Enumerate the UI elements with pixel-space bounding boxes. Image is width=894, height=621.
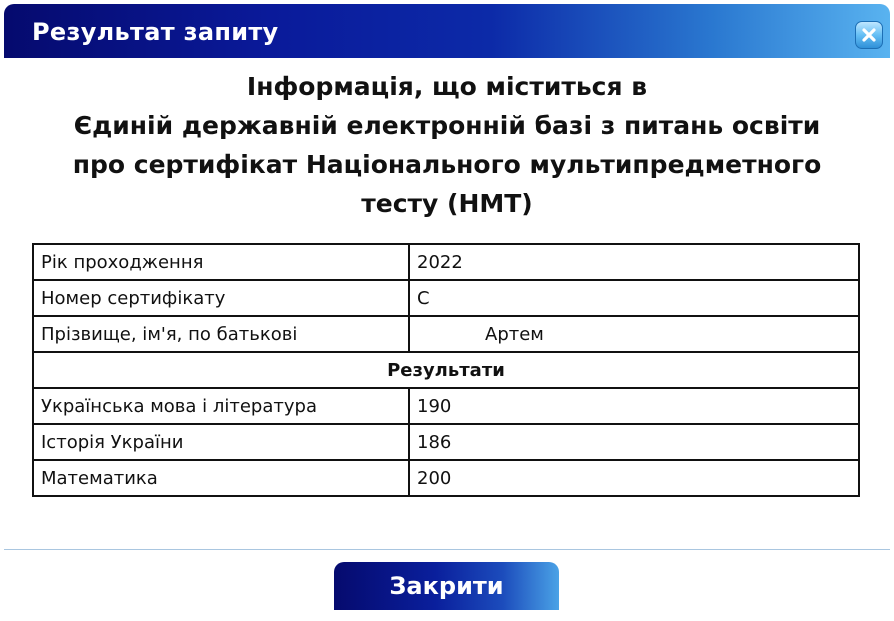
dialog-title: Результат запиту bbox=[32, 18, 279, 46]
heading-line-1: Інформація, що міститься в bbox=[246, 72, 648, 101]
certificate-number-label: Номер сертифікату bbox=[33, 280, 409, 316]
certificate-table bbox=[32, 243, 860, 497]
table-row-result bbox=[33, 424, 859, 460]
subject-ukrainian-label: Українська мова і література bbox=[33, 388, 409, 424]
table-row-full-name bbox=[33, 316, 859, 352]
full-name-value: Артем bbox=[409, 316, 859, 352]
subject-history-label: Історія України bbox=[33, 424, 409, 460]
subject-math-score: 200 bbox=[409, 460, 859, 496]
full-name-label: Прізвище, ім'я, по батькові bbox=[33, 316, 409, 352]
close-icon bbox=[862, 28, 876, 42]
year-label: Рік проходження bbox=[33, 244, 409, 280]
heading-line-3: про сертифікат Національного мультипредметного bbox=[72, 150, 822, 179]
info-heading bbox=[0, 67, 894, 223]
subject-ukrainian-score: 190 bbox=[409, 388, 859, 424]
close-dialog-button[interactable]: Закрити bbox=[334, 562, 559, 610]
heading-line-4: тесту (НМТ) bbox=[361, 189, 533, 218]
heading-line-2: Єдиній державній електронній базі з питань освіти bbox=[73, 111, 821, 140]
table-row-result bbox=[33, 388, 859, 424]
subject-history-score: 186 bbox=[409, 424, 859, 460]
results-section-title: Результати bbox=[33, 352, 859, 388]
year-value: 2022 bbox=[409, 244, 859, 280]
table-row-year bbox=[33, 244, 859, 280]
table-row-certificate-number bbox=[33, 280, 859, 316]
table-row-results-section bbox=[33, 352, 859, 388]
dialog-titlebar bbox=[4, 4, 890, 58]
subject-math-label: Математика bbox=[33, 460, 409, 496]
certificate-number-value: С bbox=[409, 280, 859, 316]
table-row-result bbox=[33, 460, 859, 496]
footer-divider bbox=[4, 549, 890, 550]
close-button[interactable] bbox=[855, 21, 883, 49]
